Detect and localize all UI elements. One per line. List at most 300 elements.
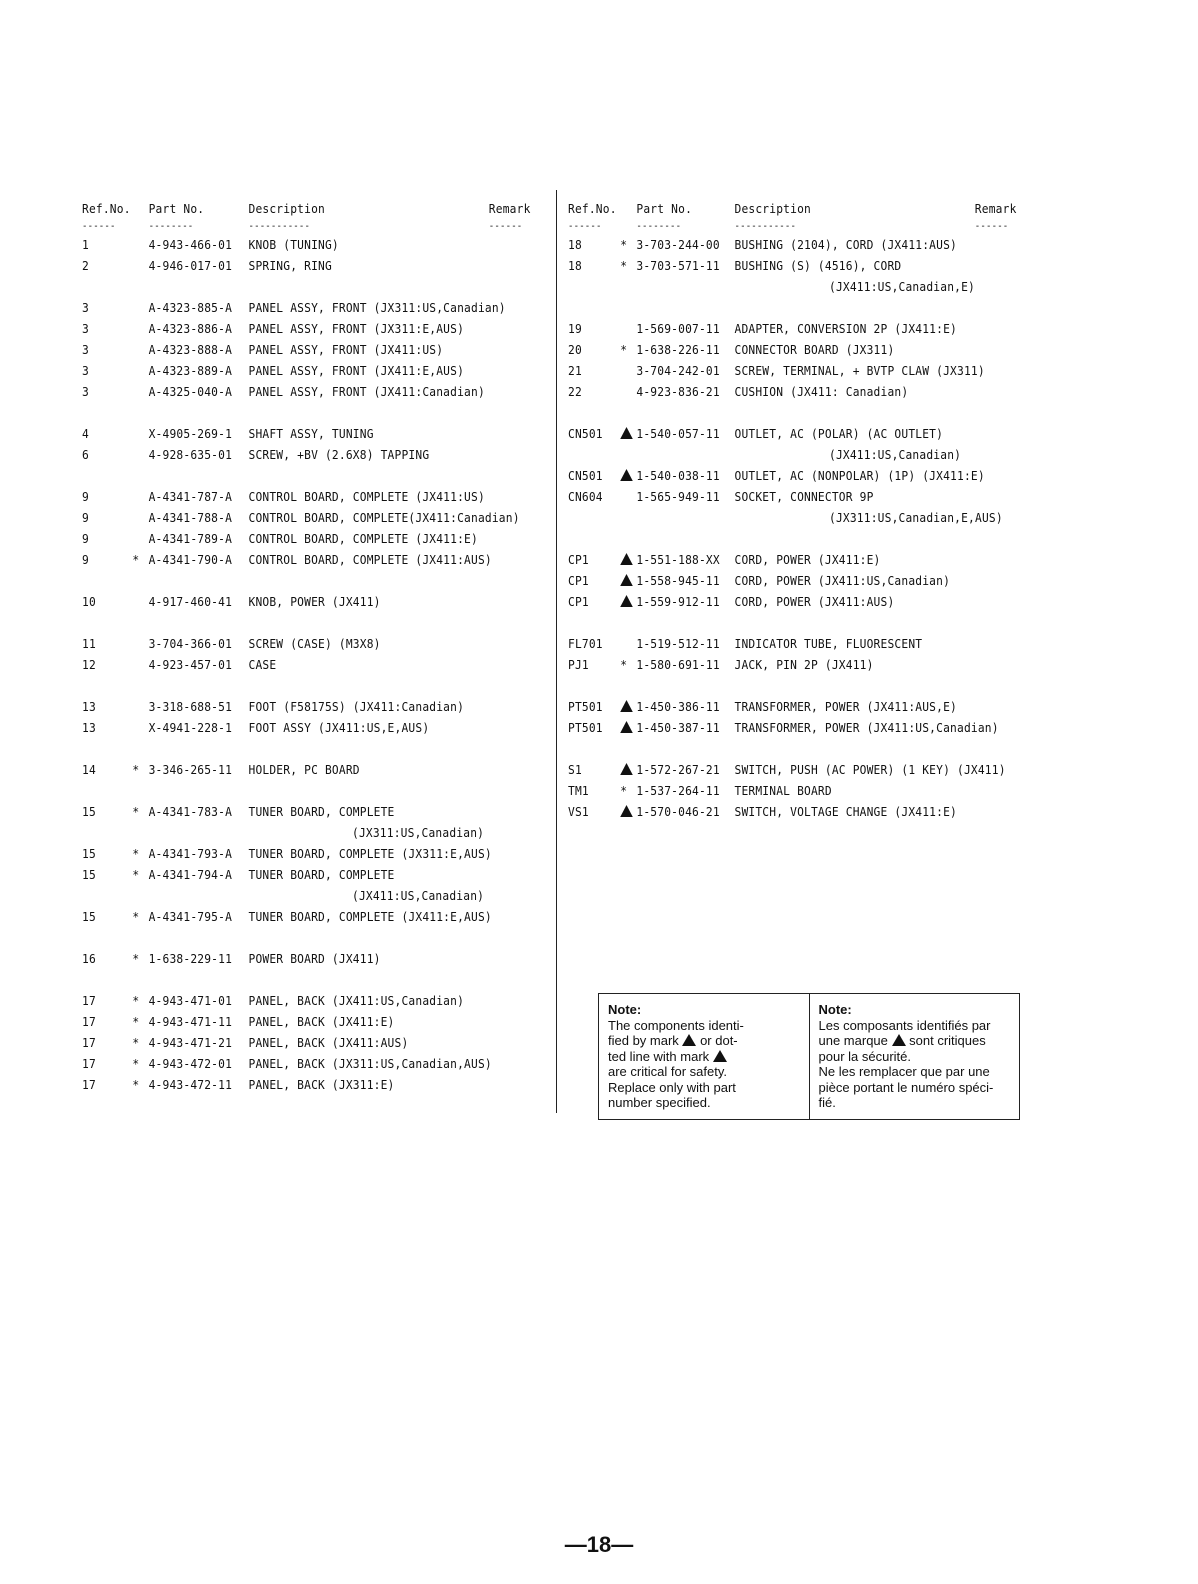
description: TUNER BOARD, COMPLETE	[248, 867, 395, 882]
spacer-row	[82, 780, 503, 801]
description: CUSHION (JX411: Canadian)	[734, 384, 909, 399]
part-number: X-4941-228-1	[148, 720, 233, 735]
new-part-mark: *	[132, 1014, 140, 1029]
description: SOCKET, CONNECTOR 9P	[734, 489, 874, 504]
description: POWER BOARD (JX411)	[248, 951, 381, 966]
part-row	[568, 318, 991, 339]
new-part-mark: *	[132, 1056, 140, 1071]
warning-triangle-icon	[713, 1050, 727, 1062]
part-row	[82, 633, 503, 654]
ref-number: 18	[568, 258, 582, 273]
new-part-mark: *	[132, 552, 140, 567]
new-part-mark: *	[132, 909, 140, 924]
description: KNOB, POWER (JX411)	[248, 594, 381, 609]
description: PANEL ASSY, FRONT (JX411:US)	[248, 342, 444, 357]
part-number: A-4341-795-A	[148, 909, 233, 924]
part-row	[82, 1032, 503, 1053]
spacer-row	[568, 612, 991, 633]
part-number: A-4341-788-A	[148, 510, 233, 525]
header-part: Part No.	[636, 201, 693, 216]
description: KNOB (TUNING)	[248, 237, 339, 252]
description: HOLDER, PC BOARD	[248, 762, 360, 777]
note-line: The components identi-	[608, 1017, 744, 1033]
ref-number: 16	[82, 951, 96, 966]
right-rows	[568, 234, 1038, 822]
description: PANEL, BACK (JX411:US,Canadian)	[248, 993, 465, 1008]
part-number: 1-570-046-21	[636, 804, 720, 819]
part-row	[82, 318, 503, 339]
warning-triangle-icon	[620, 553, 633, 565]
spacer-row	[82, 738, 503, 759]
spacer-row	[82, 927, 503, 948]
new-part-mark: *	[620, 237, 628, 252]
part-number: 1-572-267-21	[636, 762, 720, 777]
ref-number: 13	[82, 720, 96, 735]
part-number: 4-917-460-41	[148, 594, 233, 609]
description: BUSHING (2104), CORD (JX411:AUS)	[734, 237, 958, 252]
part-row	[568, 381, 991, 402]
part-row	[82, 528, 503, 549]
header-remark: Remark	[488, 201, 531, 216]
part-row	[82, 801, 503, 822]
rule-remark: ------	[974, 221, 1009, 232]
ref-number: 9	[82, 489, 89, 504]
note-line: number specified.	[608, 1095, 711, 1110]
page-number: —18—	[564, 1532, 634, 1557]
part-number: 4-923-457-01	[148, 657, 233, 672]
ref-number: 21	[568, 363, 582, 378]
ref-number: 17	[82, 993, 96, 1008]
new-part-mark: *	[132, 951, 140, 966]
part-row	[82, 654, 503, 675]
spacer-row	[82, 675, 503, 696]
part-row	[82, 843, 503, 864]
description: FOOT (F58175S) (JX411:Canadian)	[248, 699, 465, 714]
part-number: 3-704-366-01	[148, 636, 233, 651]
description: FOOT ASSY (JX411:US,E,AUS)	[248, 720, 430, 735]
part-row	[82, 360, 503, 381]
description: PANEL, BACK (JX311:US,Canadian,AUS)	[248, 1056, 492, 1071]
rule-remark: ------	[488, 221, 523, 232]
description: CONTROL BOARD, COMPLETE (JX411:US)	[248, 489, 485, 504]
header-ref: Ref.No.	[568, 201, 617, 216]
part-number: A-4341-783-A	[148, 804, 233, 819]
part-row	[568, 549, 991, 570]
part-number: 3-318-688-51	[148, 699, 233, 714]
description: TUNER BOARD, COMPLETE (JX311:E,AUS)	[248, 846, 492, 861]
spacer-row	[82, 969, 503, 990]
ref-number: 6	[82, 447, 89, 462]
part-row	[82, 381, 503, 402]
note-line: pièce portant le numéro spéci-	[818, 1079, 994, 1095]
description: TRANSFORMER, POWER (JX411:AUS,E)	[734, 699, 958, 714]
part-number: 1-565-949-11	[636, 489, 720, 504]
ref-number: 2	[82, 258, 89, 273]
ref-number: 17	[82, 1014, 96, 1029]
header-row	[82, 198, 531, 220]
description: PANEL, BACK (JX411:AUS)	[248, 1035, 409, 1050]
rule-part: --------	[148, 221, 194, 232]
continuation-row	[568, 507, 1003, 528]
continuation-row	[82, 885, 503, 906]
part-row	[568, 717, 999, 738]
part-number: A-4341-794-A	[148, 867, 233, 882]
description: TRANSFORMER, POWER (JX411:US,Canadian)	[734, 720, 999, 735]
rule-ref: ------	[82, 221, 116, 232]
part-number: A-4341-789-A	[148, 531, 233, 546]
spacer-row	[82, 570, 503, 591]
ref-number: 15	[82, 909, 96, 924]
description-continuation: (JX411:US,Canadian,E)	[829, 279, 976, 294]
part-row	[82, 990, 503, 1011]
description: PANEL, BACK (JX411:E)	[248, 1014, 395, 1029]
header-ref: Ref.No.	[82, 201, 131, 216]
part-number: 1-558-945-11	[636, 573, 720, 588]
safety-mark	[620, 696, 633, 717]
note-line: Ne les remplacer que par une	[818, 1064, 990, 1079]
part-row	[568, 696, 991, 717]
part-number: 4-928-635-01	[148, 447, 233, 462]
ref-number: 15	[82, 846, 96, 861]
part-row	[82, 486, 503, 507]
ref-number: 19	[568, 321, 582, 336]
part-row	[82, 255, 503, 276]
description: CONNECTOR BOARD (JX311)	[734, 342, 895, 357]
part-row	[568, 360, 991, 381]
part-row	[82, 1074, 503, 1095]
description: CASE	[248, 657, 277, 672]
safety-note-english	[599, 994, 809, 1119]
new-part-mark: *	[620, 783, 628, 798]
continuation-row	[568, 276, 991, 297]
part-number: A-4325-040-A	[148, 384, 233, 399]
safety-mark	[620, 801, 633, 822]
new-part-mark: *	[132, 804, 140, 819]
safety-mark	[620, 759, 633, 780]
description: SPRING, RING	[248, 258, 332, 273]
description-continuation: (JX411:US,Canadian)	[352, 888, 485, 903]
ref-number: PT501	[568, 699, 603, 714]
ref-number: 12	[82, 657, 96, 672]
part-row	[82, 696, 503, 717]
rule-part: --------	[636, 221, 682, 232]
description-continuation: (JX311:US,Canadian,E,AUS)	[829, 510, 1003, 525]
description: SCREW (CASE) (M3X8)	[248, 636, 381, 651]
ref-number: 4	[82, 426, 89, 441]
part-row	[82, 864, 503, 885]
part-number: 1-559-912-11	[636, 594, 720, 609]
description: CORD, POWER (JX411:E)	[734, 552, 881, 567]
part-row	[82, 759, 503, 780]
ref-number: 15	[82, 804, 96, 819]
ref-number: PT501	[568, 720, 603, 735]
part-number: 3-704-242-01	[636, 363, 720, 378]
ref-number: 13	[82, 699, 96, 714]
ref-number: 17	[82, 1035, 96, 1050]
safety-note-french	[809, 994, 1020, 1119]
description: OUTLET, AC (POLAR) (AC OUTLET)	[734, 426, 944, 441]
part-row	[568, 570, 991, 591]
ref-number: 1	[82, 237, 89, 252]
part-row	[82, 339, 503, 360]
part-row	[82, 906, 503, 927]
part-number: 1-569-007-11	[636, 321, 720, 336]
part-row	[82, 1011, 503, 1032]
note-line: Les composants identifiés par	[818, 1017, 991, 1033]
safety-mark	[620, 717, 633, 738]
header-description: Description	[734, 201, 811, 216]
note-line	[608, 1033, 801, 1049]
description: CONTROL BOARD, COMPLETE (JX411:AUS)	[248, 552, 492, 567]
description-continuation: (JX411:US,Canadian)	[829, 447, 962, 462]
safety-mark	[620, 423, 633, 444]
ref-number: TM1	[568, 783, 589, 798]
part-row	[568, 654, 991, 675]
continuation-row	[82, 822, 503, 843]
note-title: Note:	[608, 1002, 642, 1017]
description: PANEL, BACK (JX311:E)	[248, 1077, 395, 1092]
spacer-row	[568, 528, 991, 549]
header-description: Description	[248, 201, 325, 216]
ref-number: FL701	[568, 636, 603, 651]
warning-triangle-icon	[620, 427, 633, 439]
header-row	[568, 198, 1017, 220]
parts-list-right	[568, 198, 1038, 822]
warning-triangle-icon	[620, 700, 633, 712]
ref-number: S1	[568, 762, 582, 777]
ref-number: 3	[82, 363, 89, 378]
part-row	[568, 780, 991, 801]
part-row	[82, 1053, 503, 1074]
spacer-row	[82, 276, 503, 297]
column-divider	[556, 190, 557, 1113]
part-row	[568, 465, 991, 486]
part-number: 1-450-386-11	[636, 699, 720, 714]
spacer-row	[568, 402, 991, 423]
part-row	[568, 759, 1006, 780]
note-line: are critical for safety.	[608, 1064, 727, 1079]
safety-note-box	[598, 993, 1020, 1120]
part-number: 4-943-466-01	[148, 237, 233, 252]
part-number: 4-943-471-21	[148, 1035, 233, 1050]
description: CONTROL BOARD, COMPLETE(JX411:Canadian)	[248, 510, 520, 525]
note-text: or dot-	[700, 1033, 738, 1048]
ref-number: 18	[568, 237, 582, 252]
left-rows	[82, 234, 550, 1095]
ref-number: CP1	[568, 573, 589, 588]
rule-description: -----------	[248, 221, 311, 232]
description: JACK, PIN 2P (JX411)	[734, 657, 874, 672]
note-text: une marque	[818, 1033, 888, 1048]
part-number: 1-638-229-11	[148, 951, 233, 966]
part-number: 1-551-188-XX	[636, 552, 720, 567]
warning-triangle-icon	[892, 1034, 906, 1046]
continuation-row	[568, 444, 991, 465]
new-part-mark: *	[620, 342, 628, 357]
part-row	[568, 801, 991, 822]
part-number: 4-943-471-11	[148, 1014, 233, 1029]
part-row	[82, 234, 503, 255]
header-part: Part No.	[148, 201, 205, 216]
part-number: 3-703-244-00	[636, 237, 720, 252]
part-number: 1-537-264-11	[636, 783, 720, 798]
part-number: 4-943-472-11	[148, 1077, 233, 1092]
part-number: 4-946-017-01	[148, 258, 233, 273]
part-number: A-4323-889-A	[148, 363, 233, 378]
description: TUNER BOARD, COMPLETE (JX411:E,AUS)	[248, 909, 492, 924]
spacer-row	[568, 738, 991, 759]
new-part-mark: *	[132, 993, 140, 1008]
description: PANEL ASSY, FRONT (JX311:US,Canadian)	[248, 300, 506, 315]
ref-number: 17	[82, 1077, 96, 1092]
part-row	[82, 444, 503, 465]
spacer-row	[82, 402, 503, 423]
ref-number: 9	[82, 510, 89, 525]
new-part-mark: *	[132, 867, 140, 882]
ref-number: VS1	[568, 804, 589, 819]
part-row	[568, 234, 991, 255]
part-number: 4-943-472-01	[148, 1056, 233, 1071]
part-row	[82, 948, 503, 969]
description: TUNER BOARD, COMPLETE	[248, 804, 395, 819]
description: PANEL ASSY, FRONT (JX411:Canadian)	[248, 384, 485, 399]
part-row	[568, 423, 991, 444]
part-row	[82, 591, 503, 612]
part-number: 1-450-387-11	[636, 720, 720, 735]
warning-triangle-icon	[620, 469, 633, 481]
part-number: 1-519-512-11	[636, 636, 720, 651]
description: TERMINAL BOARD	[734, 783, 832, 798]
ref-number: 15	[82, 867, 96, 882]
part-number: A-4323-886-A	[148, 321, 233, 336]
spacer-row	[82, 612, 503, 633]
description: PANEL ASSY, FRONT (JX311:E,AUS)	[248, 321, 465, 336]
ref-number: CN501	[568, 426, 603, 441]
description: PANEL ASSY, FRONT (JX411:E,AUS)	[248, 363, 465, 378]
rule-ref: ------	[568, 221, 602, 232]
ref-number: 11	[82, 636, 96, 651]
note-text: fied by mark	[608, 1033, 679, 1048]
safety-mark	[620, 465, 633, 486]
warning-triangle-icon	[620, 574, 633, 586]
safety-mark	[620, 570, 633, 591]
description: CONTROL BOARD, COMPLETE (JX411:E)	[248, 531, 478, 546]
new-part-mark: *	[620, 258, 628, 273]
header-remark: Remark	[974, 201, 1017, 216]
new-part-mark: *	[132, 846, 140, 861]
note-line: Replace only with part	[608, 1079, 736, 1095]
safety-mark	[620, 591, 633, 612]
spacer-row	[82, 465, 503, 486]
warning-triangle-icon	[620, 763, 633, 775]
part-number: 1-540-057-11	[636, 426, 720, 441]
description-continuation: (JX311:US,Canadian)	[352, 825, 485, 840]
ref-number: CP1	[568, 552, 589, 567]
spacer-row	[568, 675, 991, 696]
new-part-mark: *	[132, 1035, 140, 1050]
part-row	[82, 507, 520, 528]
description: SWITCH, VOLTAGE CHANGE (JX411:E)	[734, 804, 958, 819]
note-line: pour la sécurité.	[818, 1048, 911, 1064]
ref-number: 3	[82, 300, 89, 315]
ref-number: 20	[568, 342, 582, 357]
note-title: Note:	[818, 1002, 852, 1017]
note-text: sont critiques	[909, 1033, 986, 1048]
description: CORD, POWER (JX411:US,Canadian)	[734, 573, 951, 588]
ref-number: 9	[82, 552, 89, 567]
part-number: A-4341-787-A	[148, 489, 233, 504]
description: BUSHING (S) (4516), CORD	[734, 258, 902, 273]
header-rule	[82, 220, 523, 234]
part-row	[82, 297, 506, 318]
description: INDICATOR TUBE, FLUORESCENT	[734, 636, 923, 651]
part-number: 1-540-038-11	[636, 468, 720, 483]
part-number: 4-943-471-01	[148, 993, 233, 1008]
part-number: 1-638-226-11	[636, 342, 720, 357]
ref-number: CN501	[568, 468, 603, 483]
part-number: A-4341-790-A	[148, 552, 233, 567]
rule-description: -----------	[734, 221, 797, 232]
part-number: A-4341-793-A	[148, 846, 233, 861]
description: CORD, POWER (JX411:AUS)	[734, 594, 895, 609]
ref-number: 22	[568, 384, 582, 399]
part-row	[568, 633, 991, 654]
part-row	[568, 486, 991, 507]
part-number: 4-923-836-21	[636, 384, 720, 399]
description: OUTLET, AC (NONPOLAR) (1P) (JX411:E)	[734, 468, 985, 483]
part-row	[568, 255, 991, 276]
note-line	[819, 1033, 1012, 1049]
header-rule	[568, 220, 1009, 234]
ref-number: 17	[82, 1056, 96, 1071]
part-number: A-4323-888-A	[148, 342, 233, 357]
note-line	[608, 1049, 801, 1065]
part-row	[82, 423, 503, 444]
part-row	[82, 549, 503, 570]
ref-number: 3	[82, 342, 89, 357]
part-number: 3-703-571-11	[636, 258, 720, 273]
ref-number: CN604	[568, 489, 603, 504]
part-number: A-4323-885-A	[148, 300, 233, 315]
ref-number: 14	[82, 762, 96, 777]
description: SCREW, TERMINAL, + BVTP CLAW (JX311)	[734, 363, 985, 378]
warning-triangle-icon	[620, 805, 633, 817]
part-number: X-4905-269-1	[148, 426, 233, 441]
description: SCREW, +BV (2.6X8) TAPPING	[248, 447, 430, 462]
spacer-row	[568, 297, 991, 318]
part-row	[82, 717, 503, 738]
warning-triangle-icon	[620, 595, 633, 607]
safety-mark	[620, 549, 633, 570]
part-number: 1-580-691-11	[636, 657, 720, 672]
part-row	[568, 591, 991, 612]
note-text: ted line with mark	[608, 1048, 710, 1064]
ref-number: 9	[82, 531, 89, 546]
ref-number: 3	[82, 321, 89, 336]
description: SWITCH, PUSH (AC POWER) (1 KEY) (JX411)	[734, 762, 1006, 777]
new-part-mark: *	[132, 762, 140, 777]
warning-triangle-icon	[682, 1034, 696, 1046]
ref-number: 10	[82, 594, 96, 609]
ref-number: 3	[82, 384, 89, 399]
ref-number: CP1	[568, 594, 589, 609]
part-number: 3-346-265-11	[148, 762, 233, 777]
ref-number: PJ1	[568, 657, 589, 672]
warning-triangle-icon	[620, 721, 633, 733]
description: SHAFT ASSY, TUNING	[248, 426, 374, 441]
new-part-mark: *	[620, 657, 628, 672]
parts-list-left	[82, 198, 550, 1095]
